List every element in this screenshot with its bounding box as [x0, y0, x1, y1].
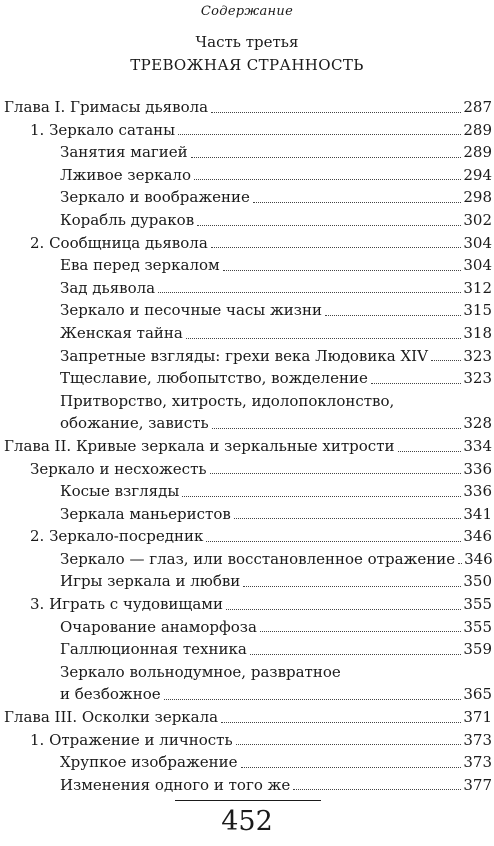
dot-leader [210, 473, 462, 474]
dot-leader [253, 202, 461, 203]
toc-entry-title: 1. Отражение и личность [30, 730, 233, 749]
dot-leader [398, 451, 462, 452]
toc-entry-page: 315 [463, 301, 492, 320]
toc-entry-page: 359 [463, 640, 492, 659]
toc-entry-page: 334 [463, 436, 492, 455]
toc-entry-page: 287 [463, 98, 492, 116]
footer-rule [175, 800, 321, 801]
toc-entry-page: 336 [463, 459, 492, 478]
toc-entry-page: 346 [464, 549, 493, 568]
dot-leader [211, 247, 462, 248]
toc-entry-title: Корабль дураков [60, 210, 195, 229]
dot-leader [182, 496, 461, 497]
dot-leader [223, 270, 462, 271]
toc-entry-page: 328 [463, 414, 492, 433]
toc-entry-title: Изменения одного и того же [60, 775, 291, 794]
dot-leader [194, 179, 461, 180]
toc-entry-title: Зеркало вольнодумное, развратное [60, 662, 341, 681]
toc-entry-page: 323 [463, 346, 492, 365]
toc-entry-title: 2. Зеркало-посредник [30, 527, 204, 546]
toc-section-entry[interactable] [4, 593, 492, 616]
toc-subsection-entry[interactable] [4, 141, 492, 164]
toc-entry-title: Женская тайна [60, 323, 183, 342]
toc-entry-page: 304 [463, 256, 492, 275]
toc-section-entry[interactable] [4, 232, 492, 255]
dot-leader [236, 744, 462, 745]
toc-entry-title-continued: и безбожное [60, 685, 161, 704]
dot-leader [164, 699, 462, 700]
toc-subsection-entry[interactable] [4, 277, 492, 300]
toc-entry-page: 371 [463, 708, 492, 727]
dot-leader [458, 563, 462, 564]
toc-entry-title: 2. Сообщница дьявола [30, 233, 208, 252]
toc-entry-page: 377 [463, 775, 492, 794]
toc-subsection-entry[interactable] [4, 254, 492, 277]
toc-entry-title: Зеркало — глаз, или восстановленное отражение [60, 549, 456, 568]
toc-entry-title: Глава III. Осколки зеркала [4, 708, 219, 727]
toc-subsection-entry[interactable] [4, 345, 492, 368]
toc-entry-page: 289 [463, 120, 492, 139]
toc-subsection-entry[interactable] [4, 570, 492, 593]
toc-entry-title: Зеркало и песочные часы жизни [60, 301, 322, 320]
toc-entry-title: Занятия магией [60, 143, 188, 162]
dot-leader [158, 292, 461, 293]
toc-entry-page: 350 [463, 572, 492, 591]
toc-entry-page: 355 [463, 595, 492, 614]
toc-section-entry[interactable] [4, 729, 492, 752]
toc-entry-title: Косые взгляды [60, 482, 180, 501]
toc-entry-page: 373 [463, 753, 492, 772]
toc-chapter-entry[interactable] [4, 435, 492, 458]
toc-entry-title: Зеркало и воображение [60, 188, 250, 207]
dot-leader [431, 360, 461, 361]
toc-subsection-entry[interactable] [4, 616, 492, 639]
toc-entry-page: 298 [463, 188, 492, 207]
part-title: Часть третья [195, 33, 299, 51]
toc-entry-title: Очарование анаморфоза [60, 617, 257, 636]
toc-entry-page: 336 [463, 482, 492, 501]
toc-subsection-entry[interactable] [4, 480, 492, 503]
toc-entry-title-continued: обожание, зависть [60, 414, 209, 433]
toc-entry-title: Галлюционная техника [60, 640, 247, 659]
toc-entry-title: Запретные взгляды: грехи века Людовика XIV [60, 346, 428, 365]
dot-leader [371, 383, 462, 384]
toc-entry-page: 346 [463, 527, 492, 546]
dot-leader [211, 112, 461, 113]
toc-entry-title: Зад дьявола [60, 278, 156, 297]
toc-entry-title: Притворство, хитрость, идолопоклонство, [60, 391, 395, 410]
toc-entry-page: 294 [463, 165, 492, 184]
toc-entry-title: Тщеславие, любопытство, вожделение [60, 369, 368, 388]
toc-subsection-entry[interactable] [4, 661, 492, 706]
dot-leader [178, 134, 461, 135]
toc-entry-title: Глава II. Кривые зеркала и зеркальные хитрости [4, 436, 395, 455]
toc-entry-title: Хрупкое изображение [60, 753, 238, 772]
toc-entry-title: 1. Зеркало сатаны [30, 120, 176, 139]
dot-leader [260, 631, 461, 632]
dot-leader [186, 338, 462, 339]
toc-entry-page: 289 [463, 143, 492, 162]
dot-leader [221, 722, 461, 723]
toc-chapter-entry[interactable] [4, 706, 492, 729]
dot-leader [234, 518, 462, 519]
toc-subsection-entry[interactable] [4, 186, 492, 209]
toc-subsection-entry[interactable] [4, 322, 492, 345]
toc-section-entry[interactable] [4, 525, 492, 548]
toc-entry-title: Игры зеркала и любви [60, 572, 241, 591]
dot-leader [206, 541, 461, 542]
dot-leader [197, 225, 461, 226]
toc-entry-page: 373 [463, 730, 492, 749]
toc-entry-title: Глава I. Гримасы дьявола [4, 98, 209, 116]
toc-section-entry[interactable] [4, 458, 492, 481]
toc-entry-title: Зеркала маньеристов [60, 504, 231, 523]
toc-subsection-entry[interactable] [4, 209, 492, 232]
dot-leader [243, 586, 461, 587]
toc-entry-title: 3. Играть с чудовищами [30, 595, 223, 614]
toc-entry-title: Ева перед зеркалом [60, 256, 220, 275]
toc-subsection-entry[interactable] [4, 390, 492, 435]
toc-chapter-entry[interactable] [4, 96, 492, 119]
toc-entry-title: Зеркало и несхожесть [30, 459, 207, 478]
toc-subsection-entry[interactable] [4, 638, 492, 661]
toc-subsection-entry[interactable] [4, 774, 492, 797]
toc-section-entry[interactable] [4, 119, 492, 142]
toc-subsection-entry[interactable] [4, 751, 492, 774]
dot-leader [226, 609, 461, 610]
table-of-contents [4, 96, 492, 796]
toc-entry-page: 302 [463, 210, 492, 229]
page-number: 452 [221, 806, 273, 837]
dot-leader [325, 315, 461, 316]
dot-leader [212, 428, 462, 429]
toc-subsection-entry[interactable] [4, 299, 492, 322]
toc-entry-page: 365 [463, 685, 492, 704]
running-head: Содержание [200, 4, 294, 19]
toc-subsection-entry[interactable] [4, 548, 492, 571]
toc-entry-page: 355 [463, 617, 492, 636]
toc-subsection-entry[interactable] [4, 503, 492, 526]
toc-entry-page: 318 [463, 323, 492, 342]
toc-entry-title: Лживое зеркало [60, 165, 191, 184]
toc-subsection-entry[interactable] [4, 367, 492, 390]
toc-entry-page: 312 [463, 278, 492, 297]
toc-subsection-entry[interactable] [4, 164, 492, 187]
dot-leader [250, 654, 462, 655]
dot-leader [241, 767, 462, 768]
dot-leader [191, 157, 462, 158]
part-subtitle: ТРЕВОЖНАЯ СТРАННОСТЬ [130, 56, 364, 74]
dot-leader [293, 789, 461, 790]
toc-entry-page: 323 [463, 369, 492, 388]
toc-entry-page: 304 [463, 233, 492, 252]
toc-entry-page: 341 [463, 504, 492, 523]
